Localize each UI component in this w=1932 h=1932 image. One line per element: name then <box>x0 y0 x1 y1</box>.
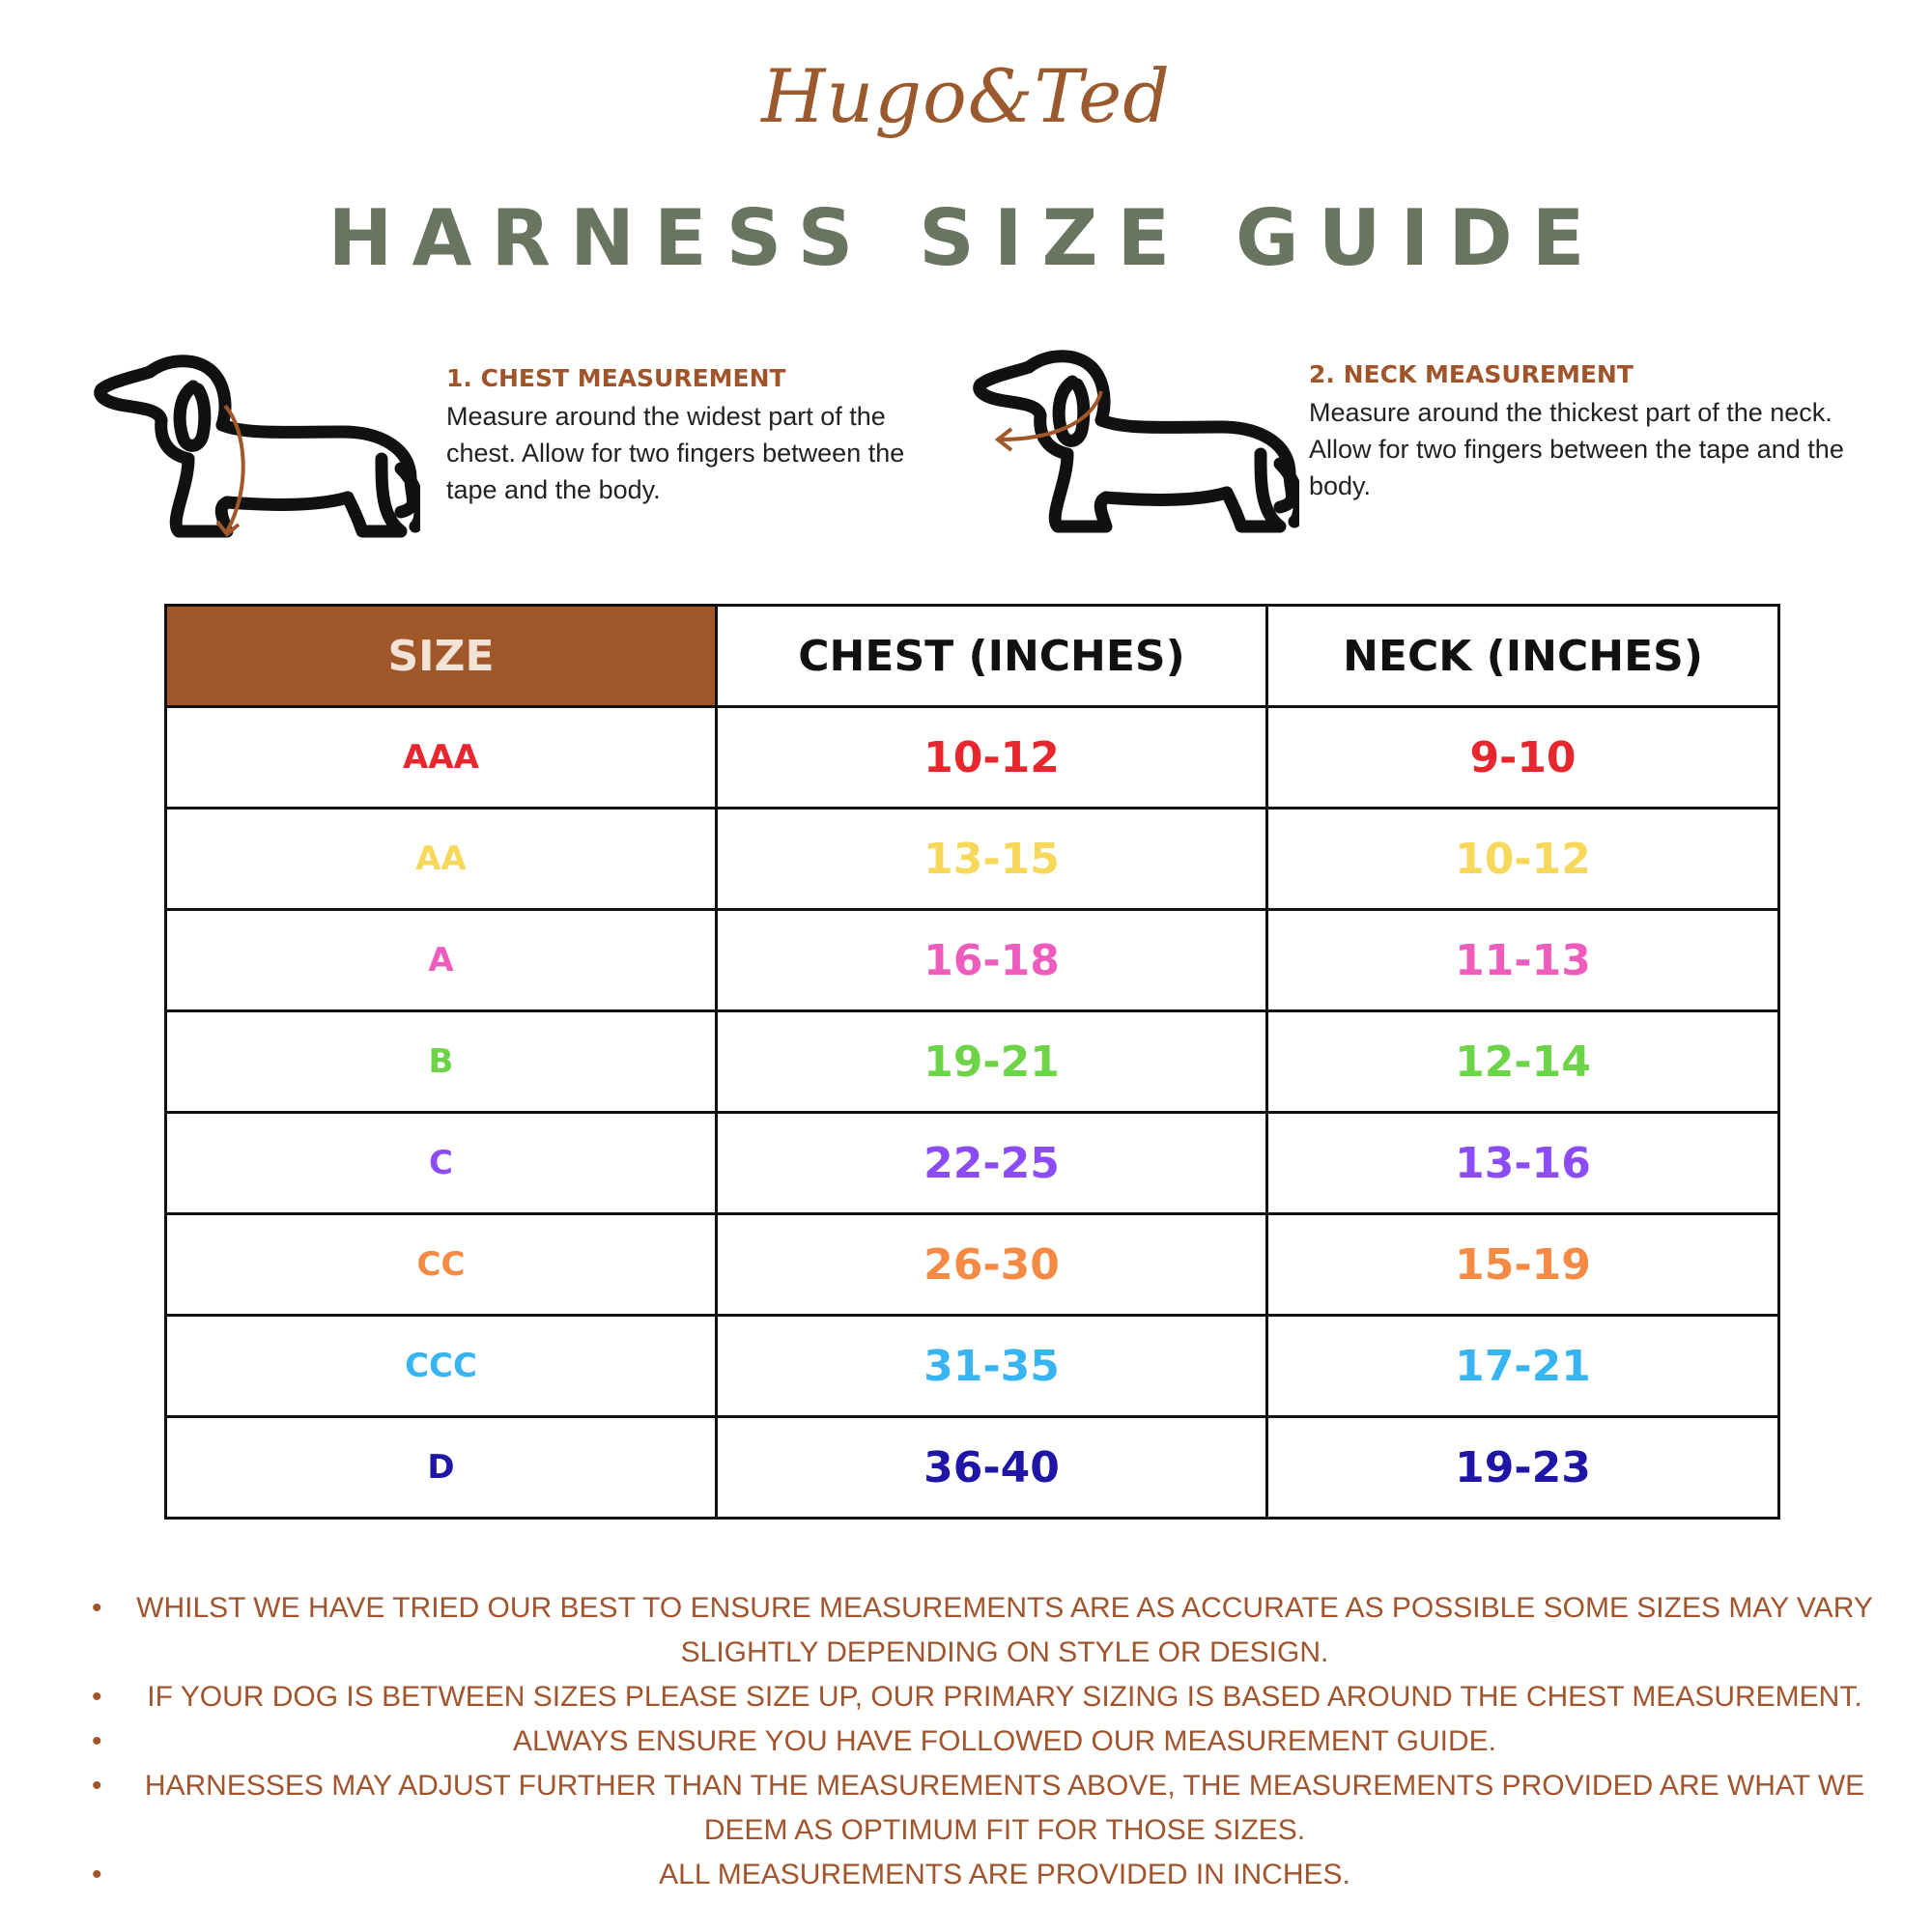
bullet-icon: • <box>92 1725 102 1757</box>
table-row <box>166 1113 1779 1214</box>
neck-cell: 15-19 <box>1267 1214 1779 1316</box>
size-cell: CC <box>166 1214 717 1316</box>
size-table <box>164 604 1780 1520</box>
bullet-icon: • <box>92 1770 102 1802</box>
table-row <box>166 707 1779 809</box>
note-text: HARNESSES MAY ADJUST FURTHER THAN THE MEASUREMENTS ABOVE, THE MEASUREMENTS PROVIDED ARE WHAT WE DEEM AS OPTIMUM FIT FOR THOSE SIZES. <box>144 1770 1865 1846</box>
note-text: ALL MEASUREMENTS ARE PROVIDED IN INCHES. <box>659 1859 1350 1890</box>
note-item <box>92 1853 1879 1897</box>
size-cell: A <box>166 910 717 1011</box>
dachshund-chest-icon <box>92 353 420 546</box>
brand-logo: Hugo&Ted <box>761 53 1171 139</box>
neck-cell: 9-10 <box>1267 707 1779 809</box>
table-row <box>166 910 1779 1011</box>
table-row <box>166 809 1779 910</box>
chest-cell: 16-18 <box>717 910 1267 1011</box>
table-row <box>166 1316 1779 1417</box>
neck-cell: 19-23 <box>1267 1417 1779 1519</box>
neck-cell: 10-12 <box>1267 809 1779 910</box>
note-text: IF YOUR DOG IS BETWEEN SIZES PLEASE SIZE UP, OUR PRIMARY SIZING IS BASED AROUND THE CHEST MEASUREMENT. <box>147 1681 1862 1713</box>
bullet-icon: • <box>92 1681 102 1713</box>
size-cell: AA <box>166 809 717 910</box>
size-cell: C <box>166 1113 717 1214</box>
note-text: WHILST WE HAVE TRIED OUR BEST TO ENSURE MEASUREMENTS ARE AS ACCURATE AS POSSIBLE SOME SIZES MAY VARY SLIGHTLY DEPENDING ON STYLE OR DESIGN. <box>136 1592 1873 1668</box>
chest-cell: 19-21 <box>717 1011 1267 1113</box>
chest-measurement-block <box>446 364 910 508</box>
header-neck: NECK (INCHES) <box>1267 606 1779 707</box>
header-chest: CHEST (INCHES) <box>717 606 1267 707</box>
chest-cell: 13-15 <box>717 809 1267 910</box>
neck-measurement-block <box>1309 360 1850 504</box>
note-item <box>92 1675 1879 1719</box>
table-row <box>166 1011 1779 1113</box>
size-cell: D <box>166 1417 717 1519</box>
chest-cell: 26-30 <box>717 1214 1267 1316</box>
table-row <box>166 1214 1779 1316</box>
chest-measurement-text: Measure around the widest part of the chest. Allow for two fingers between the tape and the body. <box>446 402 905 504</box>
notes-list <box>92 1586 1879 1897</box>
chest-cell: 10-12 <box>717 707 1267 809</box>
table-header-row <box>166 606 1779 707</box>
bullet-icon: • <box>92 1592 102 1624</box>
neck-cell: 13-16 <box>1267 1113 1779 1214</box>
neck-measurement-heading: 2. NECK MEASUREMENT <box>1309 360 1634 388</box>
page-title: HARNESS SIZE GUIDE <box>327 193 1605 283</box>
header-size: SIZE <box>166 606 717 707</box>
chest-cell: 31-35 <box>717 1316 1267 1417</box>
note-item <box>92 1586 1879 1675</box>
table-row <box>166 1417 1779 1519</box>
size-cell: B <box>166 1011 717 1113</box>
note-item <box>92 1719 1879 1764</box>
chest-measurement-heading: 1. CHEST MEASUREMENT <box>446 364 786 392</box>
neck-cell: 11-13 <box>1267 910 1779 1011</box>
size-cell: AAA <box>166 707 717 809</box>
chest-cell: 22-25 <box>717 1113 1267 1214</box>
size-cell: CCC <box>166 1316 717 1417</box>
note-text: ALWAYS ENSURE YOU HAVE FOLLOWED OUR MEASUREMENT GUIDE. <box>513 1725 1496 1757</box>
chest-cell: 36-40 <box>717 1417 1267 1519</box>
neck-measurement-text: Measure around the thickest part of the neck. Allow for two fingers between the tape and the body. <box>1309 398 1844 500</box>
neck-cell: 12-14 <box>1267 1011 1779 1113</box>
neck-cell: 17-21 <box>1267 1316 1779 1417</box>
dachshund-neck-icon <box>971 348 1299 541</box>
note-item <box>92 1764 1879 1853</box>
bullet-icon: • <box>92 1859 102 1890</box>
